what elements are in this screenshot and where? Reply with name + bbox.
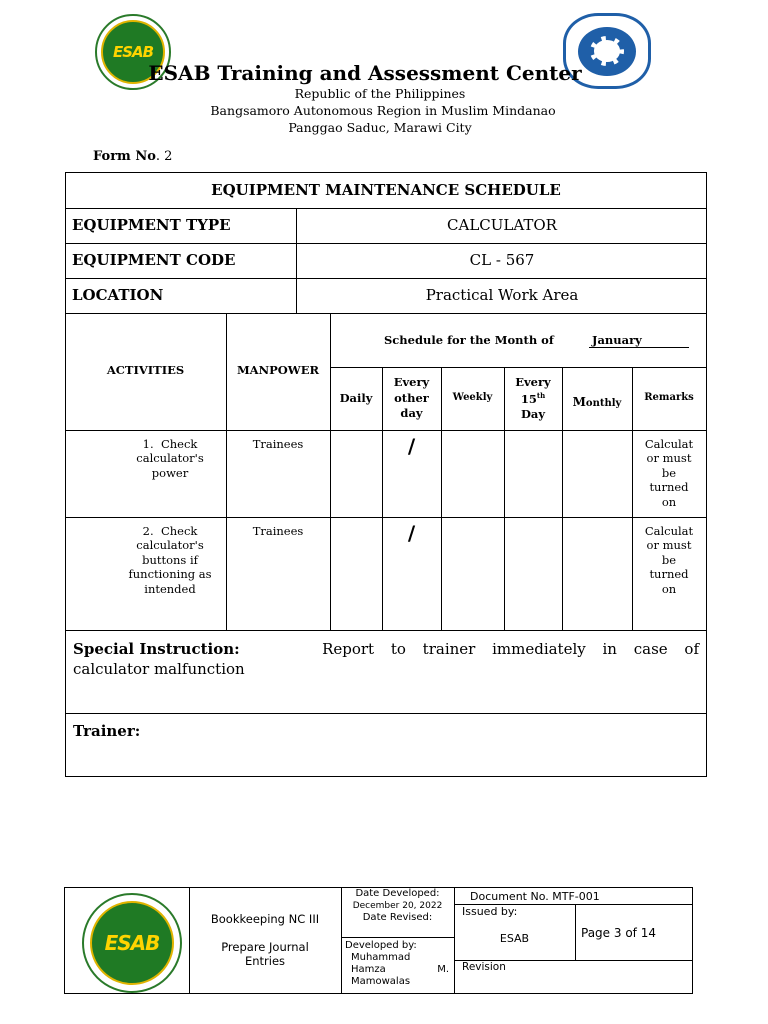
- document-number: Document No. MTF-001: [470, 890, 600, 903]
- location-label: LOCATION: [72, 286, 164, 304]
- col-weekly: Weekly: [452, 392, 493, 403]
- row-2-activity-line4: functioning as: [128, 567, 212, 582]
- row-1-activity-line3: power: [151, 465, 189, 480]
- row-1-remarks-line5: on: [661, 494, 677, 509]
- row-2-remarks-line4: turned: [649, 567, 689, 582]
- developer-line2b: M.: [437, 964, 449, 975]
- special-instruction-label: Special Instruction:: [73, 640, 240, 658]
- page-number: Page 3 of 14: [581, 926, 656, 940]
- row-1-manpower: Trainees: [252, 437, 304, 451]
- equipment-code-label: EQUIPMENT CODE: [72, 251, 236, 269]
- revision-label: Revision: [462, 961, 506, 973]
- row-2-activity-line5: intended: [144, 581, 196, 596]
- col-monthly: [562, 391, 632, 410]
- manpower-header: MANPOWER: [236, 363, 320, 377]
- row-1-activity: [100, 437, 240, 480]
- special-instruction-line1: Report to trainer immediately in case of: [322, 640, 699, 658]
- esab-logo-text: ESAB: [112, 43, 154, 61]
- issued-by-value: ESAB: [499, 932, 530, 945]
- footer-dates: [341, 888, 454, 924]
- footer-module-line1: Prepare Journal: [221, 940, 309, 954]
- col-remarks: Remarks: [644, 392, 694, 403]
- col-every-other-day: [382, 375, 441, 422]
- row-2-remarks-line3: be: [661, 552, 677, 567]
- developer-line2a: Hamza: [351, 964, 386, 975]
- row-1-every-other-day-mark: /: [407, 434, 416, 458]
- row-2-remarks-line1: Calculat: [644, 524, 694, 538]
- row-2-every-other-day-mark: /: [407, 521, 416, 545]
- footer-module-line2: Entries: [244, 954, 286, 969]
- row-2-remarks: [632, 524, 706, 596]
- country-line: Republic of the Philippines: [294, 86, 466, 101]
- row-2-activity-line3: buttons if: [142, 552, 198, 567]
- special-instruction-line2: calculator malfunction: [73, 660, 245, 679]
- month-value-text: January: [592, 333, 642, 347]
- row-1-remarks-line3: be: [661, 465, 677, 480]
- col-every-other-day-line3: day: [400, 406, 423, 421]
- equipment-type-value: CALCULATOR: [447, 216, 557, 234]
- form-number-value: . 2: [155, 149, 173, 164]
- col-daily: Daily: [339, 391, 373, 405]
- footer-esab-logo-emblem: [90, 901, 175, 986]
- form-number: [93, 149, 172, 164]
- activities-header: ACTIVITIES: [106, 363, 185, 377]
- address-line: Panggao Saduc, Marawi City: [288, 120, 472, 135]
- col-every-other-day-line2: other: [394, 390, 429, 405]
- col-monthly-rest: onthly: [585, 398, 622, 409]
- row-2-manpower: Trainees: [252, 524, 304, 538]
- row-2-activity-line2: calculator's: [136, 538, 204, 553]
- footer-esab-logo-text: ESAB: [104, 931, 160, 955]
- row-1-activity-line1: Check: [160, 437, 198, 451]
- developed-by-label: Developed by:: [345, 940, 417, 951]
- region-line: Bangsamoro Autonomous Region in Muslim Mindanao: [210, 103, 556, 118]
- form-number-label: Form No: [93, 149, 156, 164]
- equipment-type-label: EQUIPMENT TYPE: [72, 216, 231, 234]
- footer-esab-logo: [82, 893, 182, 993]
- row-1-remarks-line4: turned: [649, 480, 689, 495]
- row-2-number: 2.: [142, 524, 154, 538]
- row-2-remarks-line2: or must: [646, 538, 692, 553]
- footer-qualification: Bookkeeping NC III: [210, 912, 320, 926]
- col-every-15th-day: [504, 375, 562, 422]
- location-value: Practical Work Area: [425, 286, 579, 304]
- special-instruction: [73, 639, 699, 680]
- form-title: EQUIPMENT MAINTENANCE SCHEDULE: [211, 181, 561, 199]
- col-every-other-day-line1: Every: [393, 375, 430, 389]
- col-every-15th-num: 15: [520, 391, 537, 406]
- row-1-number: 1.: [142, 437, 154, 451]
- col-every-15th-line1: Every: [515, 375, 551, 389]
- row-2-activity-line1: Check: [160, 524, 198, 538]
- row-2-remarks-line5: on: [661, 581, 677, 596]
- date-developed-label: Date Developed:: [355, 888, 440, 899]
- footer-module: [189, 940, 341, 969]
- trainer-label: Trainer:: [73, 722, 141, 740]
- row-1-remarks: [632, 437, 706, 509]
- developer-line1: Muhammad: [351, 952, 411, 963]
- equipment-code-value: CL - 567: [469, 251, 535, 269]
- footer-developer: [345, 940, 449, 988]
- developer-line3: Mamowalas: [351, 976, 411, 987]
- row-1-remarks-line1: Calculat: [644, 437, 694, 451]
- row-1-activity-line2: calculator's: [136, 451, 204, 466]
- row-1-remarks-line2: or must: [646, 451, 692, 466]
- date-developed-value: December 20, 2022: [352, 900, 443, 911]
- center-name: ESAB Training and Assessment Center: [148, 61, 582, 85]
- issued-by-label: Issued by:: [462, 905, 518, 918]
- month-label: Schedule for the Month of: [384, 333, 554, 347]
- col-monthly-initial: M: [572, 395, 586, 409]
- col-every-15th-sup: th: [536, 390, 546, 400]
- month-value: [589, 333, 689, 348]
- date-revised-label: Date Revised:: [362, 911, 433, 923]
- col-every-15th-line3: Day: [520, 406, 546, 421]
- row-2-activity: [100, 524, 240, 596]
